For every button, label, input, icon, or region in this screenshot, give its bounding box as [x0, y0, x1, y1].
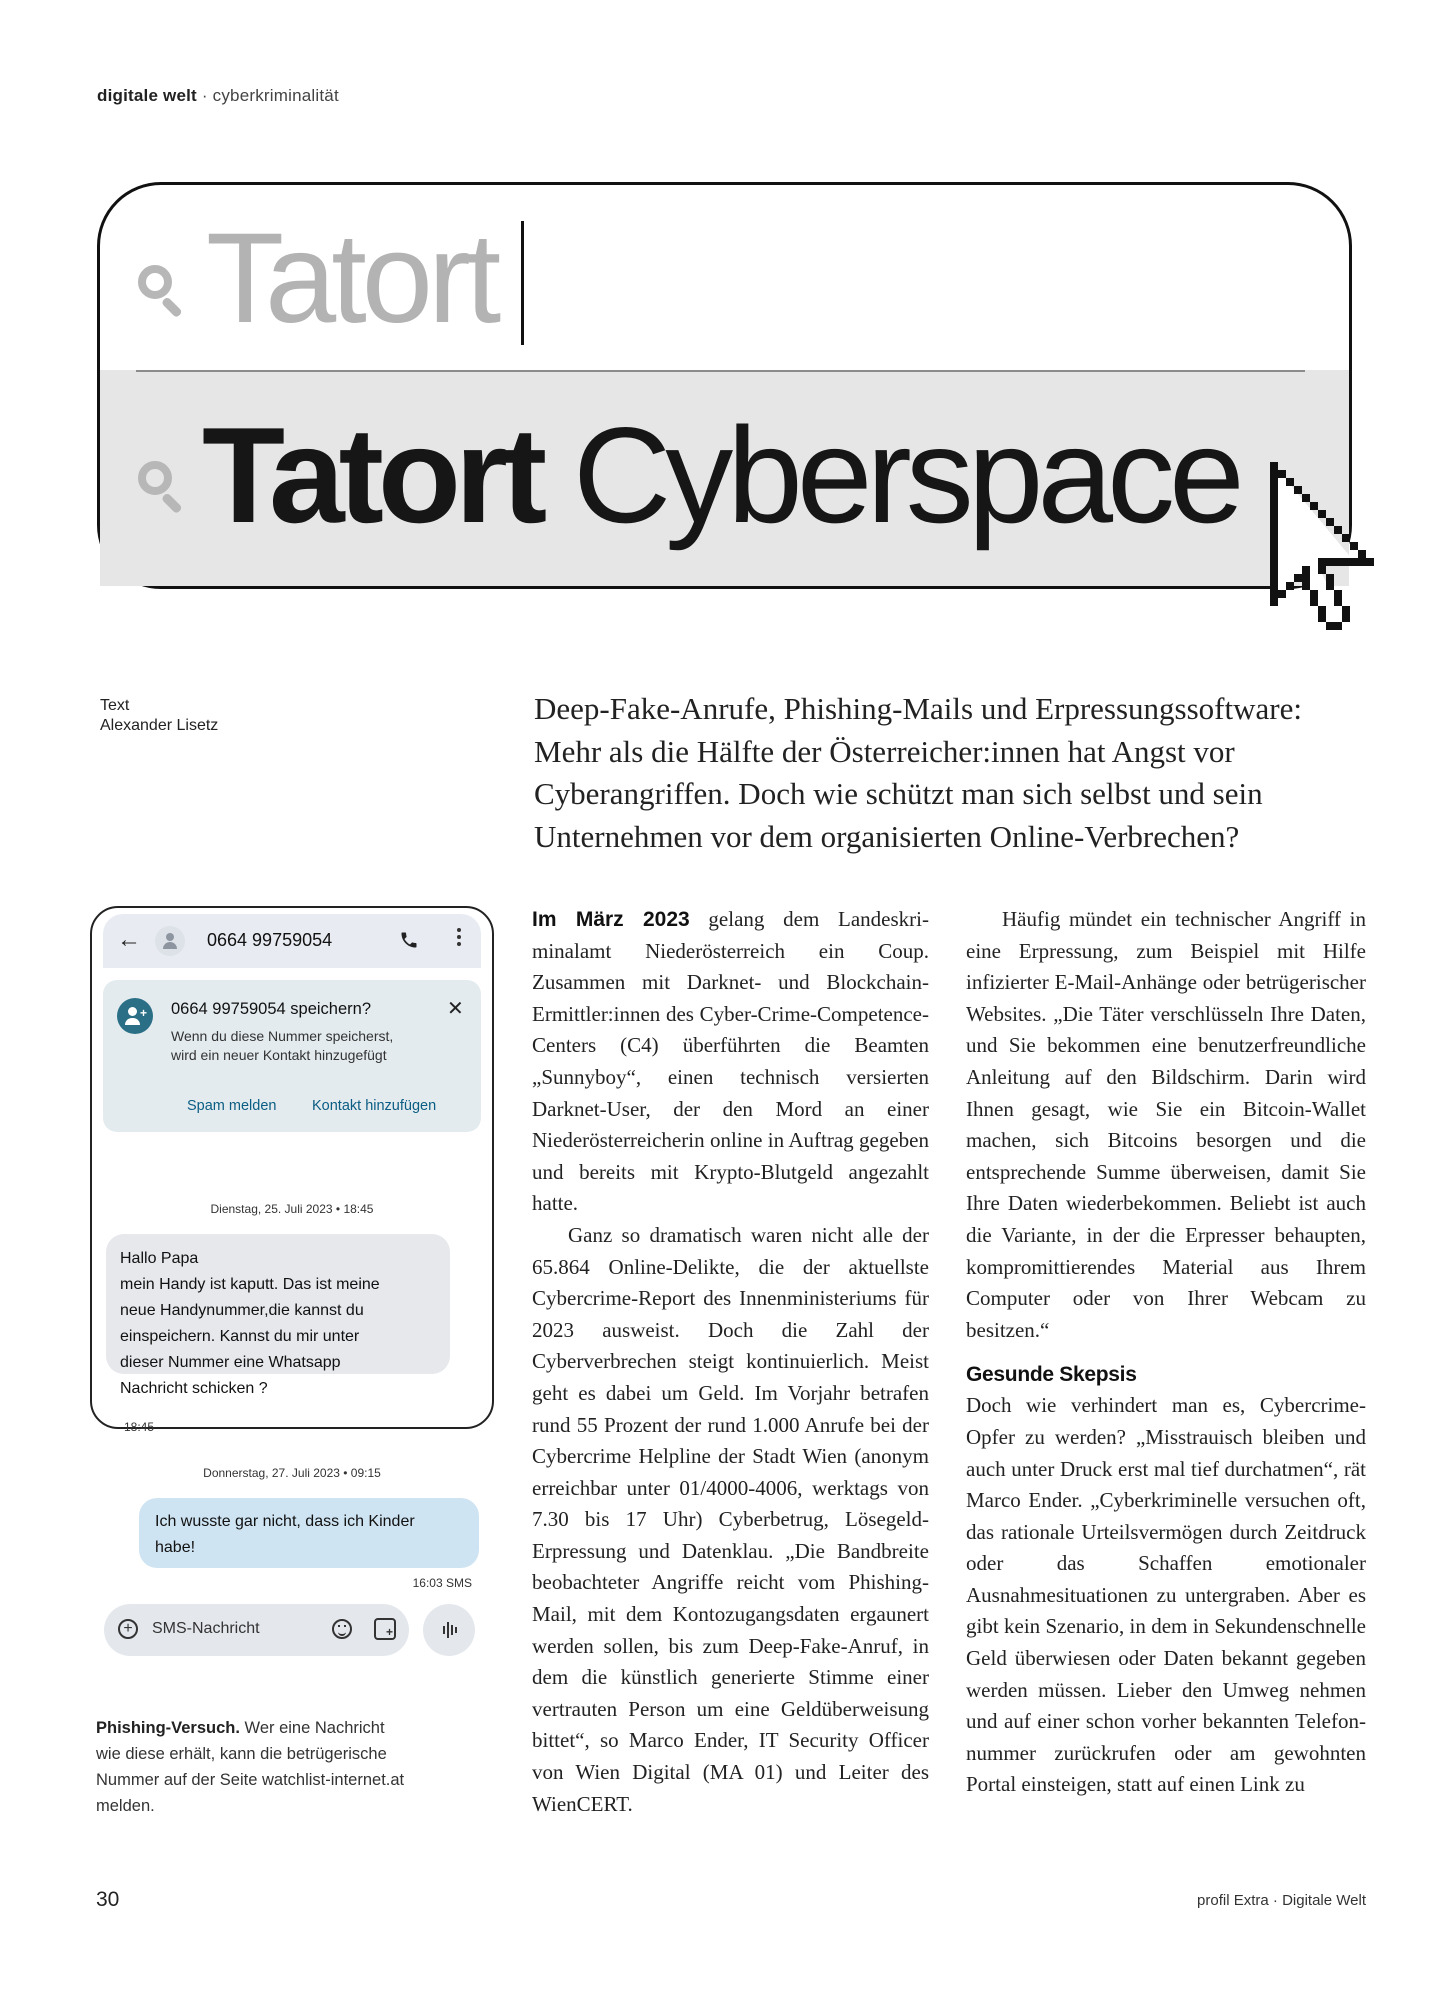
message-line: neue Handynummer,die kannst du [120, 1302, 364, 1319]
message-line: habe! [155, 1539, 196, 1556]
article-paragraph: Doch wie verhindert man es, Cybercrime-Opfer zu werden? „Misstrauisch bleiben und auch unter Druck erst mal tief durchatmen“, rät Marco Ender. „Cyberkriminelle versuchen oft, das rationale Urteilsvermögen durch Zeitdruck oder das Schaffen emotionaler Ausnahmesituationen zu untergraben. Aber es gibt kein Szenario, in dem in Sekundenschnelle Geld überwiesen oder Daten bekannt gegeben werden müssen. Lieber den Umweg nehmen und auf einer schon vorher bekannten Telefonnummer zurückrufen oder am gewohnten Portal einsteigen, statt auf einen Link zu [966, 1393, 1366, 1797]
byline-label: Text [100, 697, 130, 714]
more-options-icon[interactable] [457, 928, 463, 949]
spam-report-button[interactable]: Spam melden [187, 1098, 277, 1114]
article-paragraph [532, 904, 929, 1220]
sms-compose-field[interactable] [104, 1604, 409, 1656]
message-line: mein Handy ist kaputt. Das ist meine [120, 1276, 380, 1293]
message-date: Dienstag, 25. Juli 2023 • 18:45 [210, 1202, 374, 1216]
section-label [97, 86, 339, 106]
contact-number: 0664 99759054 [207, 930, 333, 950]
article-paragraph: Häufig mündet ein technischer Angriff in eine Erpressung, zum Beispiel mit Hilfe infizierter E-Mail-Anhänge oder betrügerischer Websites. „Die Täter verschlüsseln Ihre Daten, und Sie bekommen eine benutzerfreundliche Anleitung auf den Bildschirm. Darin wird Ihnen gesagt, wie Sie ein Bitcoin-Wallet machen, sich Bitcoins besorgen und die entsprechende Summe überweisen, damit Sie Ihre Daten wiederbekommen. Beliebt ist auch die Variante, in der die Erpresser behaupten, kompromittierendes Material aus Ihrem Computer oder von Ihrer Webcam zu besitzen.“ [966, 907, 1366, 1342]
headline-bold: Tatort [202, 399, 542, 551]
outgoing-message [139, 1498, 479, 1568]
section-separator: · [201, 86, 208, 105]
article-column-2 [966, 904, 1366, 1801]
article-paragraph: Ganz so dramatisch waren nicht alle der 65.864 Online-Delikte, die der aktuellste Cybercrime-Report des Innenministeriums für 2023 ausweist. Doch die Zahl der Cyberverbrechen steigt kontinuierlich. Meist geht es dabei um Geld. Im Vorjahr betrafen rund 55 Prozent der rund 1.000 Anrufe bei der Cybercrime Helpline der Stadt Wien (anonym erreichbar unter 01/4000-4006, werktags von 7.30 bis 17 Uhr) Cyberbetrug, Lösegeld-Erpressung und Datenklau. „Die Bandbreite beobachteter Angriffe reicht vom Phishing-Mail, mit dem Kontozugangsdaten ergaunert werden sollen, bis zum Deep-Fake-Anruf, in dem die künstlich generierte Stimme einer vertrauten Person um eine Geldüberweisung bittet“, so Marco Ender, IT Security Officer von Wien Digital (MA 01) und Leiter des WienCERT. [532, 1222, 929, 1816]
message-line: Nachricht schicken ? [120, 1380, 268, 1397]
lead-in: Im März 2023 [532, 908, 690, 931]
phone-call-icon[interactable] [399, 930, 419, 950]
publication-footer: profil Extra · Digitale Welt [1197, 1892, 1366, 1909]
close-icon[interactable]: ✕ [447, 998, 464, 1020]
compose-placeholder: SMS-Nachricht [152, 1620, 260, 1637]
gallery-icon[interactable] [374, 1618, 396, 1640]
contact-avatar-icon [155, 926, 185, 956]
phone-screenshot [90, 906, 494, 1637]
message-line: Hallo Papa [120, 1250, 199, 1267]
message-line: dieser Nummer eine Whatsapp [120, 1354, 341, 1371]
pixel-pointer-icon [1270, 462, 1390, 638]
headline-rest: Cyberspace [573, 399, 1239, 551]
save-prompt-title: 0664 99759054 speichern? [171, 1000, 372, 1018]
page-number: 30 [96, 1888, 120, 1911]
search-divider [136, 370, 1305, 372]
message-date: Donnerstag, 27. Juli 2023 • 09:15 [203, 1466, 381, 1480]
paragraph-text: gelang dem Landeskriminalamt Niederösterreich ein Coup. Zusammen mit Darknet- und Blockchain-Ermittler:innen des Cyber-Crime-Competence-Centers (C4) überführten die Beamten „Sunnyboy“, einen technisch versierten Darknet-User, der den Mord an einer Niederösterreicherin online in Auftrag gegeben und bereits mit Krypto-Blutgeld angezahlt hatte. [532, 907, 929, 1216]
incoming-message [106, 1234, 450, 1397]
caption-bold: Phishing-Versuch. [96, 1719, 240, 1737]
save-prompt-text [171, 1027, 441, 1065]
back-arrow-icon[interactable]: ← [117, 926, 141, 953]
caption-text: Wer eine Nachricht wie diese erhält, kann die betrügerische Nummer auf der Seite watchlist-internet.at melden. [96, 1719, 405, 1815]
message-time: 18:45 [124, 1420, 155, 1434]
image-caption [96, 1715, 406, 1819]
headline [202, 399, 1239, 551]
message-line: Ich wusste gar nicht, dass ich Kinder [155, 1513, 415, 1530]
emoji-icon[interactable] [332, 1619, 352, 1639]
save-contact-card [103, 980, 481, 1132]
sms-app-bar [103, 914, 481, 968]
message-line: einspeichern. Kannst du mir unter [120, 1328, 360, 1345]
message-time: 16:03 SMS [412, 1576, 472, 1590]
search-box-graphic [97, 182, 1352, 589]
voice-message-icon[interactable] [423, 1604, 475, 1656]
byline-author: Alexander Lisetz [100, 717, 219, 734]
lead-paragraph: Deep-Fake-Anrufe, Phishing-Mails und Erpressungssoftware: Mehr als die Hälfte der Österreicher:innen hat Angst vor Cyberangriffen. Doch wie schützt man sich selbst und sein Unternehmen vor dem organisierten Online-Verbrechen? [534, 691, 1302, 854]
text-caret [521, 221, 524, 345]
add-contact-icon: + [117, 998, 153, 1034]
search-query-ghost: Tatort [206, 207, 497, 350]
article-column-1 [532, 904, 929, 1820]
section-name: digitale welt [97, 86, 197, 105]
save-prompt-line: Wenn du diese Nummer speicherst, [171, 1028, 394, 1044]
subheading: Gesunde Skepsis [966, 1363, 1137, 1387]
save-prompt-line: wird ein neuer Kontakt hinzugefügt [171, 1047, 387, 1063]
add-contact-button[interactable]: Kontakt hinzufügen [312, 1098, 437, 1114]
byline [100, 696, 218, 736]
add-attachment-icon[interactable]: + [118, 1619, 138, 1639]
subsection-name: cyberkriminalität [212, 86, 339, 105]
